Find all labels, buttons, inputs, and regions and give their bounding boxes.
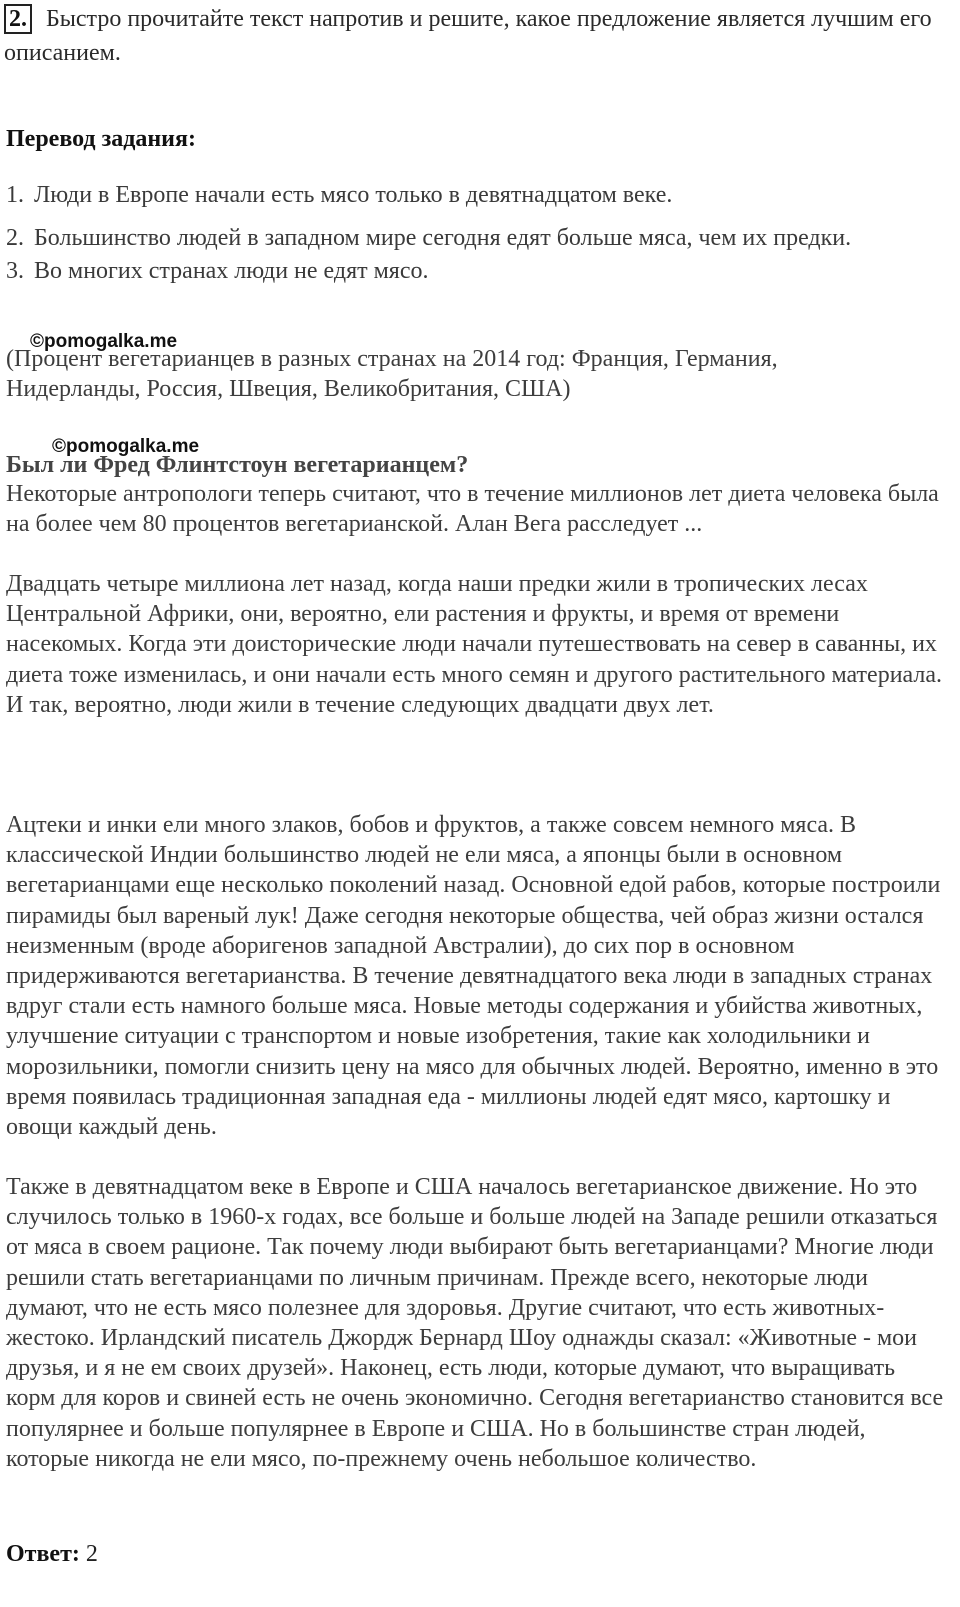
task-header	[4, 2, 954, 70]
article-paragraph-3: Также в девятнадцатом веке в Европе и США началось вегетарианское движение. Но это случилось только в 1960-х годах, все больше и больше людей на Западе решили отказаться от мяса в своем рационе. Так почему люди выбирают быть вегетарианцами? Многие люди решили стать вегетарианцами по личным причинам. Прежде всего, некоторые люди думают, что не есть мясо полезнее для здоровья. Другие считают, что есть животных-жестоко. Ирландский писатель Джордж Бернард Шоу однажды сказал: «Животные - мои друзья, и я не ем своих друзей». Наконец, есть люди, которые думают, что выращивать корм для коров и свиней есть не очень экономично. Сегодня вегетарианство становится все популярнее и больше популярнее в Европе и США. Но в большинстве стран людей, которые никогда не ели мясо, по-прежнему очень небольшое количество.	[6, 1174, 944, 1472]
watermark: ©pomogalka.me	[52, 436, 200, 457]
option-2	[6, 223, 851, 253]
option-3	[6, 256, 429, 286]
answer-label: Ответ:	[6, 1541, 80, 1567]
watermark: ©pomogalka.me	[30, 331, 178, 352]
answer-value: 2	[85, 1541, 98, 1567]
option-number: 3.	[6, 258, 24, 284]
option-text: Большинство людей в западном мире сегодня едят больше мяса, чем их предки.	[34, 225, 852, 251]
option-1	[6, 180, 672, 210]
task-number: 2.	[4, 4, 32, 34]
article-title: Был ли Фред Флинтстоун вегетарианцем?	[6, 452, 469, 478]
article-lead: Некоторые антропологи теперь считают, что в течение миллионов лет диета человека была на более чем 80 процентов вегетарианской. Алан Вега расследует ...	[6, 481, 939, 538]
translation-title: Перевод задания:	[6, 126, 196, 152]
task-instruction: Быстро прочитайте текст напротив и решите, какое предложение является лучшим его описанием.	[4, 6, 932, 66]
article-paragraph-2: Ацтеки и инки ели много злаков, бобов и фруктов, а также совсем немного мяса. В классической Индии большинство людей не ели мяса, а японцы были в основном вегетарианцами еще несколько поколений назад. Основной едой рабов, которые построили пирамиды был вареный лук! Даже сегодня некоторые общества, чей образ жизни остался неизменным (вроде аборигенов западной Австралии), до сих пор в основном придерживаются вегетарианства. В течение девятнадцатого века люди в западных странах вдруг стали есть намного больше мяса. Новые методы содержания и убийства животных, улучшение ситуации с транспортом и новые изобретения, такие как холодильники и морозильники, помогли снизить цену на мясо для обычных людей. Вероятно, именно в это время появилась традиционная западная еда - миллионы людей едят мясо, картошку и овощи каждый день.	[6, 812, 941, 1141]
option-text: Люди в Европе начали есть мясо только в девятнадцатом веке.	[34, 182, 673, 208]
answer	[6, 1541, 98, 1568]
option-number: 2.	[6, 225, 24, 251]
article-paragraph-1: Двадцать четыре миллиона лет назад, когда наши предки жили в тропических лесах Центральной Африки, они, вероятно, ели растения и фрукты, и время от времени насекомых. Когда эти доисторические люди начали путешествовать на север в саванны, их диета тоже изменилась, и они начали есть много семян и другого растительного материала. И так, вероятно, люди жили в течение следующих двадцати двух лет.	[6, 571, 943, 718]
chart-caption: (Процент вегетарианцев в разных странах на 2014 год: Франция, Германия, Нидерланды, Россия, Швеция, Великобритания, США)	[6, 346, 778, 403]
option-text: Во многих странах люди не едят мясо.	[34, 258, 429, 284]
option-number: 1.	[6, 182, 24, 208]
